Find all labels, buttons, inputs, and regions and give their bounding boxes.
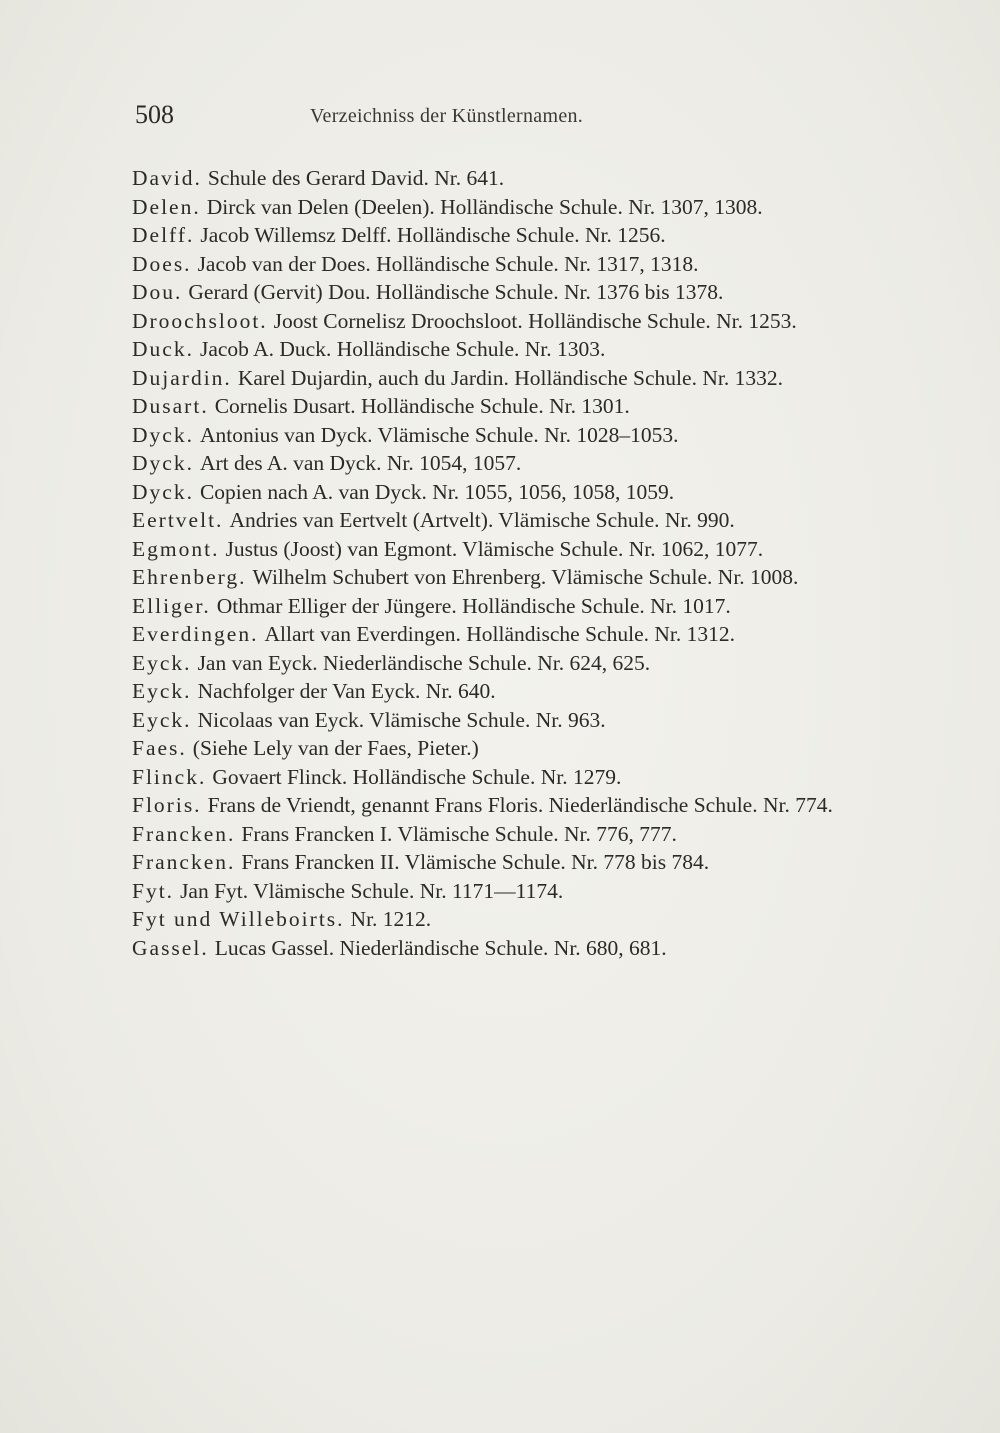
page-header [135, 100, 835, 140]
entry-description: Joost Cornelisz Droochsloot. Holländische Schule. Nr. 1253. [273, 308, 797, 333]
index-entry [132, 905, 872, 934]
entry-description: Allart van Everdingen. Holländische Schule. Nr. 1312. [264, 622, 735, 646]
running-title: Verzeichniss der Künstlernamen. [310, 105, 584, 127]
entry-description: Gerard (Gervit) Dou. Holländische Schule. Nr. 1376 bis 1378. [188, 280, 724, 304]
entry-description: Wilhelm Schubert von Ehrenberg. Vlämische Schule. Nr. 1008. [252, 565, 799, 589]
artist-name: Faes. [132, 736, 187, 760]
index-entry [132, 250, 872, 279]
index-entry [132, 763, 872, 792]
index-entry [132, 193, 872, 222]
entry-description: Copien nach A. van Dyck. Nr. 1055, 1056, 1058, 1059. [199, 479, 675, 504]
artist-name: Does. [132, 251, 192, 276]
entry-description: Karel Dujardin, auch du Jardin. Holländische Schule. Nr. 1332. [237, 365, 783, 390]
artist-name: Eyck. [132, 707, 192, 732]
entry-description: (Siehe Lely van der Faes, Pieter.) [192, 736, 479, 760]
index-entry [132, 278, 872, 307]
artist-name: Elliger. [132, 593, 211, 618]
index-entry [132, 734, 872, 763]
index-entry [132, 364, 872, 393]
index-entry [132, 592, 872, 621]
index-entry [132, 677, 872, 706]
index-entry [132, 934, 872, 963]
index-entry [132, 620, 872, 649]
entry-description: Frans de Vriendt, genannt Frans Floris. Niederländische Schule. Nr. 774. [207, 793, 833, 817]
index-entry [132, 706, 872, 735]
artist-name: Fyt und Willeboirts. [132, 907, 345, 931]
artist-name: Dujardin. [132, 365, 232, 390]
entry-description: Jan van Eyck. Niederländische Schule. Nr. 624, 625. [197, 650, 651, 675]
entry-description: Lucas Gassel. Niederländische Schule. Nr. 680, 681. [214, 935, 667, 960]
artist-name: Droochsloot. [132, 308, 268, 333]
artist-name: Floris. [132, 793, 202, 817]
index-entry [132, 421, 872, 450]
artist-name: Delen. [132, 194, 201, 219]
entry-description: Schule des Gerard David. Nr. 641. [207, 166, 505, 190]
entry-description: Nicolaas van Eyck. Vlämische Schule. Nr. 963. [197, 707, 606, 732]
entry-description: Antonius van Dyck. Vlämische Schule. Nr. 1028–1053. [199, 422, 679, 447]
artist-name: Francken. [132, 821, 236, 846]
index-entry [132, 820, 872, 849]
index-entry [132, 535, 872, 564]
artist-name: Dou. [132, 280, 183, 304]
artist-name: Delff. [132, 223, 195, 247]
artist-name: Dyck. [132, 479, 194, 504]
index-entry [132, 392, 872, 421]
artist-name: Eyck. [132, 679, 192, 703]
artist-name: David. [132, 166, 202, 190]
index-entry [132, 307, 872, 336]
index-entry [132, 506, 872, 535]
entry-description: Dirck van Delen (Deelen). Holländische Schule. Nr. 1307, 1308. [206, 194, 763, 219]
artist-name: Everdingen. [132, 622, 259, 646]
index-entry [132, 478, 872, 507]
index-entry [132, 563, 872, 592]
index-entry [132, 848, 872, 877]
artist-name: Eertvelt. [132, 508, 224, 532]
entry-description: Jacob Willemsz Delff. Holländische Schule. Nr. 1256. [200, 223, 666, 247]
artist-name: Fyt. [132, 878, 175, 903]
entry-description: Nr. 1212. [350, 907, 432, 931]
artist-name: Francken. [132, 850, 236, 874]
artist-name: Ehrenberg. [132, 565, 247, 589]
entry-description: Jacob van der Does. Holländische Schule. Nr. 1317, 1318. [197, 251, 699, 276]
entry-description: Govaert Flinck. Holländische Schule. Nr. 1279. [212, 764, 622, 789]
artist-index-list [132, 164, 872, 962]
artist-name: Dusart. [132, 394, 209, 418]
artist-name: Dyck. [132, 422, 194, 447]
artist-name: Dyck. [132, 451, 194, 475]
artist-name: Eyck. [132, 650, 192, 675]
entry-description: Art des A. van Dyck. Nr. 1054, 1057. [199, 451, 522, 475]
artist-name: Gassel. [132, 935, 209, 960]
artist-name: Egmont. [132, 536, 220, 561]
index-entry [132, 449, 872, 478]
artist-name: Flinck. [132, 764, 207, 789]
entry-description: Frans Francken I. Vlämische Schule. Nr. 776, 777. [241, 821, 677, 846]
index-entry [132, 335, 872, 364]
entry-description: Andries van Eertvelt (Artvelt). Vlämische Schule. Nr. 990. [229, 508, 735, 532]
page-number: 508 [135, 100, 174, 129]
entry-description: Frans Francken II. Vlämische Schule. Nr. 778 bis 784. [241, 850, 710, 874]
index-entry [132, 649, 872, 678]
index-entry [132, 791, 872, 820]
index-entry [132, 164, 872, 193]
artist-name: Duck. [132, 337, 194, 361]
index-entry [132, 877, 872, 906]
entry-description: Nachfolger der Van Eyck. Nr. 640. [197, 679, 496, 703]
entry-description: Jacob A. Duck. Holländische Schule. Nr. 1303. [199, 337, 606, 361]
index-entry [132, 221, 872, 250]
entry-description: Jan Fyt. Vlämische Schule. Nr. 1171—1174. [180, 878, 564, 903]
entry-description: Cornelis Dusart. Holländische Schule. Nr. 1301. [214, 394, 630, 418]
entry-description: Othmar Elliger der Jüngere. Holländische Schule. Nr. 1017. [216, 593, 731, 618]
entry-description: Justus (Joost) van Egmont. Vlämische Schule. Nr. 1062, 1077. [225, 536, 764, 561]
